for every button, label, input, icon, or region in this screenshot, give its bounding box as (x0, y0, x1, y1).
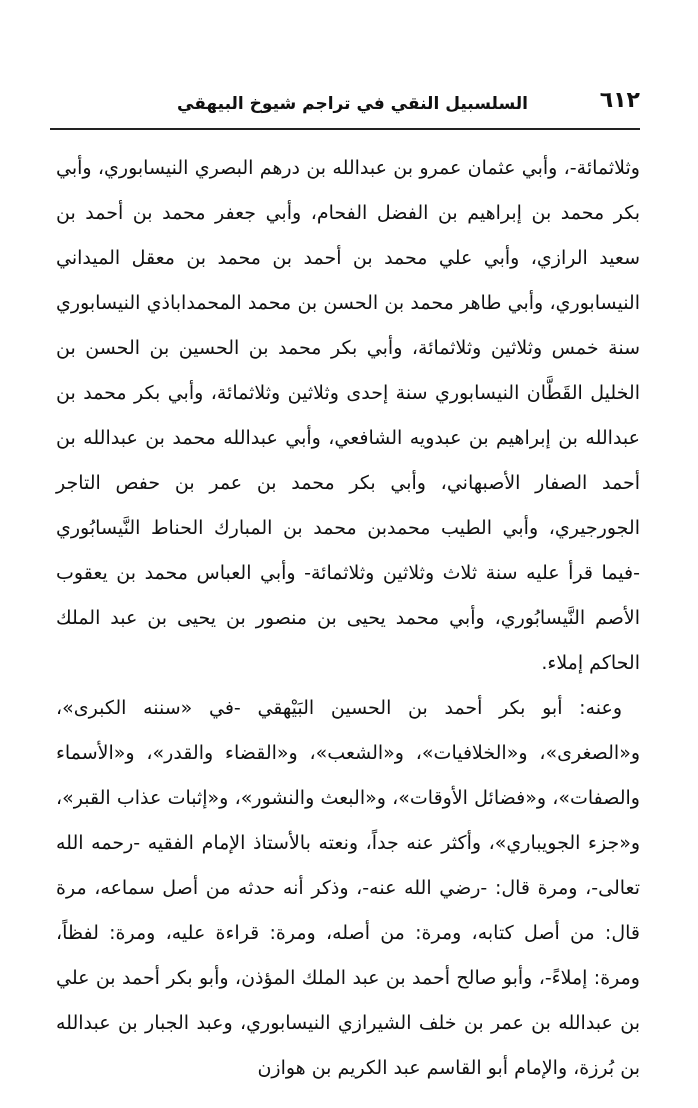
paragraph-students: وعنه: أبو بكر أحمد بن الحسين البَيْهقي -في «سننه الكبرى»، و«الصغرى»، و«الخلافيات»، و«الشعب»، و«القضاء والقدر»، و«الأسماء والصفات»، و«فضائل الأوقات»، و«البعث والنشور»، و«إثبات عذاب القبر»، و«جزء الجويباري»، وأكثر عنه جداً، ونعته بالأستاذ الإمام الفقيه -رحمه الله تعالى-، ومرة قال: -رضي الله عنه-، وذكر أنه حدثه من أصل سماعه، مرة قال: من أصل كتابه، ومرة: من أصله، ومرة: قراءة عليه، ومرة: لفظاً، ومرة: إملاءً-، وأبو صالح أحمد بن عبد الملك المؤذن، وأبو بكر أحمد بن علي بن عبدالله بن عمر بن خلف الشيرازي النيسابوري، وعبد الجبار بن عبدالله بن بُرزة، والإمام أبو القاسم عبد الكريم بن هوازن (56, 697, 640, 1079)
running-title: السلسبيل النقي في تراجم شيوخ البيهقي (177, 94, 528, 114)
body-text (56, 146, 640, 1091)
running-header (50, 84, 640, 130)
page-number: ٦١٢ (599, 88, 640, 113)
paragraph-teachers: وثلاثمائة-، وأبي عثمان عمرو بن عبدالله بن درهم البصري النيسابوري، وأبي بكر محمد بن إبراهيم بن الفضل الفحام، وأبي جعفر محمد بن أحمد بن سعيد الرازي، وأبي علي محمد بن أحمد بن محمد بن معقل الميداني النيسابوري، وأبي طاهر محمد بن الحسن بن محمد المحمداباذي النيسابوري سنة خمس وثلاثين وثلاثمائة، وأبي بكر محمد بن الحسين بن الحسن بن الخليل القَطَّان النيسابوري سنة إحدى وثلاثين وثلاثمائة، وأبي بكر محمد بن عبدالله بن إبراهيم بن عبدويه الشافعي، وأبي عبدالله محمد بن عبدالله بن أحمد الصفار الأصبهاني، وأبي بكر محمد بن عمر بن حفص التاجر الجورجيري، وأبي الطيب محمدبن محمد بن المبارك الحناط النَّيسابُوري -فيما قرأ عليه سنة ثلاث وثلاثين وثلاثمائة- وأبي العباس محمد بن يعقوب الأصم النَّيسابُوري، وأبي محمد يحيى بن منصور بن يحيى بن عبد الملك الحاكم إملاء. (56, 157, 640, 674)
